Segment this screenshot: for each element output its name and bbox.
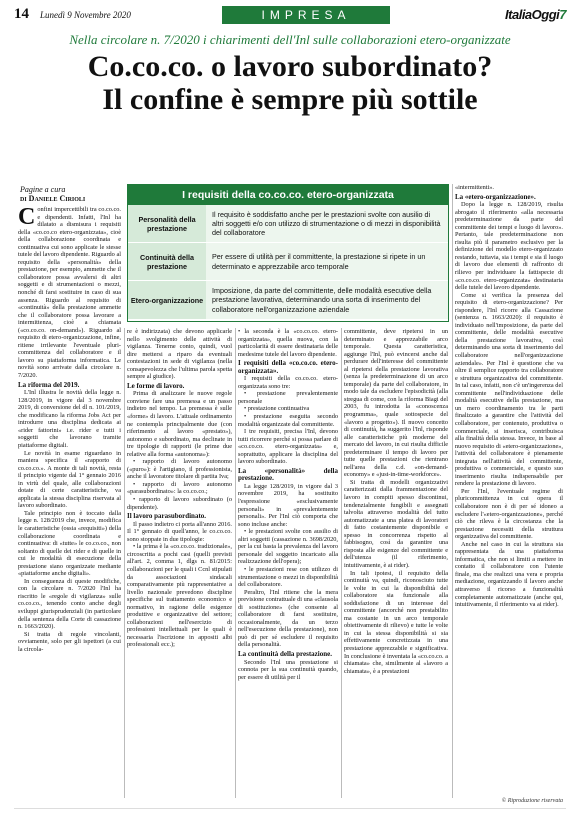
list-item: • rapporto di lavoro autonomo («puro»): è l'artigiano, il professionista, anche il lavoratore titolare di partita Iva; xyxy=(127,458,232,481)
paragraph: I tre requisiti, precisa l'Inl, devono tutti ricorrere perché si possa parlare di «co.co.co. etero-organizzata» e, soprattutto, applicare la disciplina del lavoro subordinato. xyxy=(238,428,338,466)
issue-date: Lunedì 9 Novembre 2020 xyxy=(40,10,131,20)
paragraph: Le novità in esame riguardano in maniera specifica il «rapporto di co.co.co.». A monte di tali novità, resta il principio vigente dal 1° gennaio 2016 in virtù del quale, alle collaborazioni dotate di certe caratteristiche, va applicata la stessa disciplina riservata al lavoro subordinato. xyxy=(18,449,121,510)
newspaper-logo xyxy=(505,7,566,22)
subheading: La «etero-organizzazione». xyxy=(455,192,536,201)
paragraph: La legge 128/2019, in vigore dal 3 novembre 2019, ha sostituito l'espressione «esclusivamente personali» in «prevalentemente personali». Per l'Inl ciò comporta che sono incluse anche: xyxy=(238,482,338,528)
logo-suffix: 7 xyxy=(559,7,566,22)
article-kicker: Nella circolare n. 7/2020 i chiarimenti dell'Inl sulle collaborazioni etero-organizzate xyxy=(69,32,511,47)
paragraph: re è indirizzata) che devono applicarle nello svolgimento delle attività di vigilanza. Tenerne conto, quindi, vuol dire mettersi a riparo da eventuali contestazioni in sede di vigilanza (nella consapevolezza che l'ultima parola spetta sempre al giudice). xyxy=(127,328,232,381)
subheading: La riforma del 2019. xyxy=(18,380,80,389)
list-item: • le prestazioni svolte con ausilio di altri soggetti (cassazione n. 3698/2020, per la cui basta la prevalenza del lavoro personale del soggetto incaricato alla realizzazione dell'opera); xyxy=(238,528,338,566)
paragraph: committente, deve ripetersi in un determinato e apprezzabile arco temporale. Questa caratteristica, aggiunge l'Inl, può evincersi anche dal perdurare dell'interesse del committente al ripetersi della prestazione lavorativa (senza la predeterminazione di un arco temporale) da parte del collaboratore, in modo tale da escludere l'episodicità (alla stregua di come, con la riforma Biagi del 2003, fu introdotta la «conoscenza programma», quale sottospecie del «lavoro a progetto»). Il nuovo concetto di continuità, ha suggerito l'Inl, risponde alle caratteristiche più moderne del mercato del lavoro, in cui risulta difficile predeterminare il tempo di lavoro per tutte quelle prestazioni che rientrano nell'area della c.d. «on-demand-economy» e «just-in-time-workforce». xyxy=(344,328,448,479)
column-1 xyxy=(18,206,121,796)
requirements-box-title: I requisiti della co.co.co. etero-organizzata xyxy=(128,185,448,205)
drop-cap: C xyxy=(18,206,36,230)
subheading: La «personalità» della prestazione. xyxy=(238,466,338,483)
page-number: 14 xyxy=(14,6,29,22)
requirement-label: Personalità della prestazione xyxy=(128,205,206,242)
paragraph: «intermittenti». xyxy=(455,184,494,191)
paragraph: Come si verifica la presenza del requisito di etero-organizzazione? Per rispondere, l'Inl ricorre alla Cassazione (sentenza n. 1663/2020): il requisito è individuato nell'imposizione, da parte del committente, delle modalità esecutive della prestazione lavorativa, così determinando una sorta di inserimento del collaboratore nell'organizzazione aziendale». Per l'Inl è questione che va oltre il semplice rapporto tra collaboratore e struttura organizzativa del committente. In tal caso, infatti, non c'è un'ingerenza del committente nell'individuazione delle modalità esecutive della prestazione, ma un mero coordinamento tra le parti finalizzato a garantire che l'attività del collaboratore, per contenuto, produttiva o commerciale, si inserisca, contribuisca alla finalità della stessa. Invece, in base al nuovo requisito di «etero-organizzazione», l'attività del collaboratore è pienamente integrata nell'attività del committente, produttiva o commerciale, e questo suo inserimento risulta indispensabile per rendere la prestazione di lavoro. xyxy=(455,291,563,488)
requirement-label: Etero-organizzazione xyxy=(128,281,206,319)
paragraph: Dopo la legge n. 128/2019, risulta abrogato il riferimento «alla necessaria predeterminazione da parte del committente dei tempi e luogo di lavoro». Pertanto, tale predeterminazione non risulta più il parametro esclusivo per la definizione del modello etero-organizzato restando, tuttavia, sia i tempi e sia il luogo di lavoro due elementi di raffronto di rilievo per individuare la fattispecie di «co.co.co. etero-organizzata» destinataria delle tutele del lavoro dipendente. xyxy=(455,201,563,292)
column-4 xyxy=(344,328,448,798)
list-item: • la seconda è la «co.co.co. etero-organizzata», quella nuova, con la particolarità di essere destinataria delle medesime tutele del lavoro dipendente. xyxy=(238,328,338,358)
list-item: • rapporto di lavoro autonomo «parasubordinato»: la co.co.co.; xyxy=(127,480,232,496)
paragraph: In tali ipotesi, il requisito della continuità va, quindi, riconosciuto tutte le volte in cui la disponibilità del collaboratore sia funzionale alla soddisfazione di un interesse del committente (ancorché non prestabilito ma costante in un arco temporale obiettivamente di rilievo) e tutte le volte in cui la stessa disponibilità si sia effettivamente concretizzata in una prestazione apprezzabile e significativa. In conclusione è inventata la «co.co.co. a chiamata» che, similmente al «lavoro a chiamata», è a prestazioni xyxy=(344,569,448,675)
byline xyxy=(20,185,130,203)
paragraph: Si tratta di modelli organizzativi caratterizzati dalla frammentazione del lavoro in compiti spesso discontinui, tendenzialmente fungibili e assegnati talvolta attraverso modalità del tutto automatizzate a una platea di lavoratori di fatto costantemente disponibile e spesso in concorrenza rispetto al fabbisogno, così da garantire una risposta alle esigenze del committente e dell'utenza (il riferimento, intuitivamente, è ai rider). xyxy=(344,478,448,569)
subheading: Il lavoro parasubordinato. xyxy=(127,512,207,521)
subheading: La continuità della prestazione. xyxy=(238,649,332,658)
paragraph: Peraltro, l'Inl ritiene che la mera previsione contrattuale di una «clausola di sostituzione» (che consente al collaboratore di farsi sostituire, occasionalmente, da un terzo nell'esecuzione della prestazione), non può di per sé escludere il requisito della personalità. xyxy=(238,588,338,649)
paragraph: Anche nel caso in cui la struttura sia rappresentata da una piattaforma informatica, che non si limiti a mettere in contatto il collaboratore con l'utente finale, ma che realizzi una vera e propria mediazione, organizzando il lavoro anche attraverso il ricorso a funzionalità completamente automatizzate (anche qui, intuitivamente, il riferimento va ai rider). xyxy=(455,540,563,609)
requirement-text: Per essere di utilità per il committente, la prestazione si ripete in un determinato e apprezzabile arco temporale xyxy=(206,243,448,280)
paragraph: Prima di analizzare le nuove regole conviene fare una premessa e un passo indietro nel tempo. La premessa è sulle «forme» di lavoro. L'attuale ordinamento ne contempla principalmente due (con riferimento al lavoro «prestato»), autonomo e subordinato, ma declinate in tre tipologie di rapporti (le prime due relative alla forma «autonoma»): xyxy=(127,390,232,458)
paragraph: Secondo l'Inl una prestazione si connota per la sua continuità quando, per essere di utilità per il xyxy=(238,658,338,681)
list-item: • prestazione prevalentemente personale xyxy=(238,390,338,405)
column-divider xyxy=(235,328,236,798)
footer-divider xyxy=(14,808,566,809)
paragraph: Per l'Inl, l'eventuale regime di pluricommittenza in cui opera il collaboratore non è di per sé idoneo a escludere l'«etero-organizzazione», perché ciò che rileva è la circostanza che la prestazione necessiti della struttura organizzativa del committente. xyxy=(455,487,563,541)
column-divider xyxy=(124,328,125,798)
paragraph: L'Inl illustra le novità della legge n. 128/2019, in vigore dal 3 novembre 2019, di conversione del dl n. 101/2019, che modificano la riforma Jobs Act per introdurre una disciplina dedicata ai «rider fattorini» i.e. rider e tutti i soggetti che lavorano tramite piattaforme digitali. xyxy=(18,389,121,449)
list-item: • la prima è la «co.co.co. tradizionale», circoscritta a pochi casi (quelli previsti all'art. 2, comma 1, dlgs n. 81/2015: collaborazioni per le quali i Ccnl stipulati da associazioni sindacali comparativamente più rappresentative a livello nazionale prevedono discipline specifiche sul trattamento economico e normativo, in ragione delle esigenze produttive e organizzative del settore; collaborazioni nell'esercizio di professioni intellettuali per le quali è necessaria l'iscrizione in appositi albi professionali ecc.); xyxy=(127,543,232,649)
list-item: • prestazione continuativa xyxy=(244,405,310,413)
column-divider xyxy=(452,184,453,798)
paragraph: In conseguenza di queste modifiche, con la circolare n. 7/2020 l'Inl ha riscritto le «regole di vigilanza» sulle co.co.co., tenendo conto anche degli sviluppi giurisprudenziali (in particolare della sentenza della Corte di cassazione n. 1663/2020). xyxy=(18,577,121,631)
requirement-row xyxy=(128,205,448,243)
requirement-text: Il requisito è soddisfatto anche per le prestazioni svolte con ausilio di altri soggetti e/o con utilizzo di strumentazione o di mezzi in disponibilità del collaboratore xyxy=(206,205,448,242)
section-label: IMPRESA xyxy=(222,6,390,24)
logo-text: ItaliaOggi xyxy=(505,7,560,22)
requirement-row xyxy=(128,281,448,319)
requirement-label: Continuità della prestazione xyxy=(128,243,206,280)
byline-author: di Daniele Cirioli xyxy=(20,194,86,203)
headline-line-1: Co.co.co. o lavoro subordinato? xyxy=(87,50,493,83)
subheading: Le forme di lavoro. xyxy=(127,381,185,390)
paragraph: I requisiti della co.co.co. etero-organizzata sono tre: xyxy=(238,375,338,390)
list-item: • rapporto di lavoro subordinato (o dipendente). xyxy=(127,496,232,511)
column-2 xyxy=(127,328,232,798)
headline-line-2: Il confine è sempre più sottile xyxy=(102,83,478,116)
paragraph: Si tratta di regole vincolanti, ovviamente, solo per gli ispettori (a cui la circola- xyxy=(18,630,121,653)
article-headline xyxy=(14,50,566,116)
column-3 xyxy=(238,328,338,798)
requirement-text: Imposizione, da parte del committente, delle modalità esecutive della prestazione lavorativa, determinando una sorta di inserimento del collaboratore nell'organizzazione aziendale xyxy=(206,281,448,319)
column-divider xyxy=(341,328,342,798)
subheading: I requisiti della «co.co.co. etero-organizzata». xyxy=(238,359,338,375)
column-5 xyxy=(455,184,563,796)
list-item: • le prestazioni rese con utilizzo di strumentazione o mezzi in disponibilità del collaboratore. xyxy=(238,565,338,589)
copyright-note: © Riproduzione riservata xyxy=(501,798,563,804)
paragraph: onfini impercettibili tra co.co.co. e dipendenti. Infatti, l'Inl ha dilatato a dismisura i requisiti della «co.co.co etero-organizzata», cioè della collaborazione coordinata e continuativa cui sono applicate le stesse tutele del lavoro dipendente. Riguardo al requisito della «personalità» della prestazione, per esempio, ammette che il collaboratore possa avvalersi di altri soggetti e di strumentazioni o mezzi, nonché di farsi sostituire in caso di sua assenza. Riguardo al requisito di «continuità» della prestazione ammette che il collaboratore possa lavorare a intermittenza, cioè a chiamata («co.co.co. on-demand»). Riguardo al requisito di etero-organizzazione, infine, ritiene irrilevante l'eventuale pluri-committenza del collaboratore e il lavoro su piattaforma informatica. Le novità sono arrivate dalla circolare n. 7/2020. xyxy=(18,206,121,380)
paragraph: Tale principio non è toccato dalla legge n. 128/2019 che, invece, modifica le caratteristiche (ossia «requisiti») della collaborazione coordinata e continuativa: di «tutte» le co.co.co., non soltanto di quelle dei rider e di quelle in cui le modalità di esecuzione della prestazione siano organizzate mediante «piattaforme anche digitali». xyxy=(18,509,121,578)
requirement-row xyxy=(128,243,448,281)
list-item: • prestazione eseguita secondo modalità organizzate dal committente. xyxy=(238,413,338,428)
byline-prefix: Pagine a cura xyxy=(20,185,66,194)
paragraph: Il passo indietro ci porta all'anno 2016. Il 1° gennaio di quell'anno, le co.co.co. sono stoppate in due tipologie: xyxy=(127,520,232,543)
requirements-box xyxy=(127,184,449,322)
page-header xyxy=(14,6,566,28)
